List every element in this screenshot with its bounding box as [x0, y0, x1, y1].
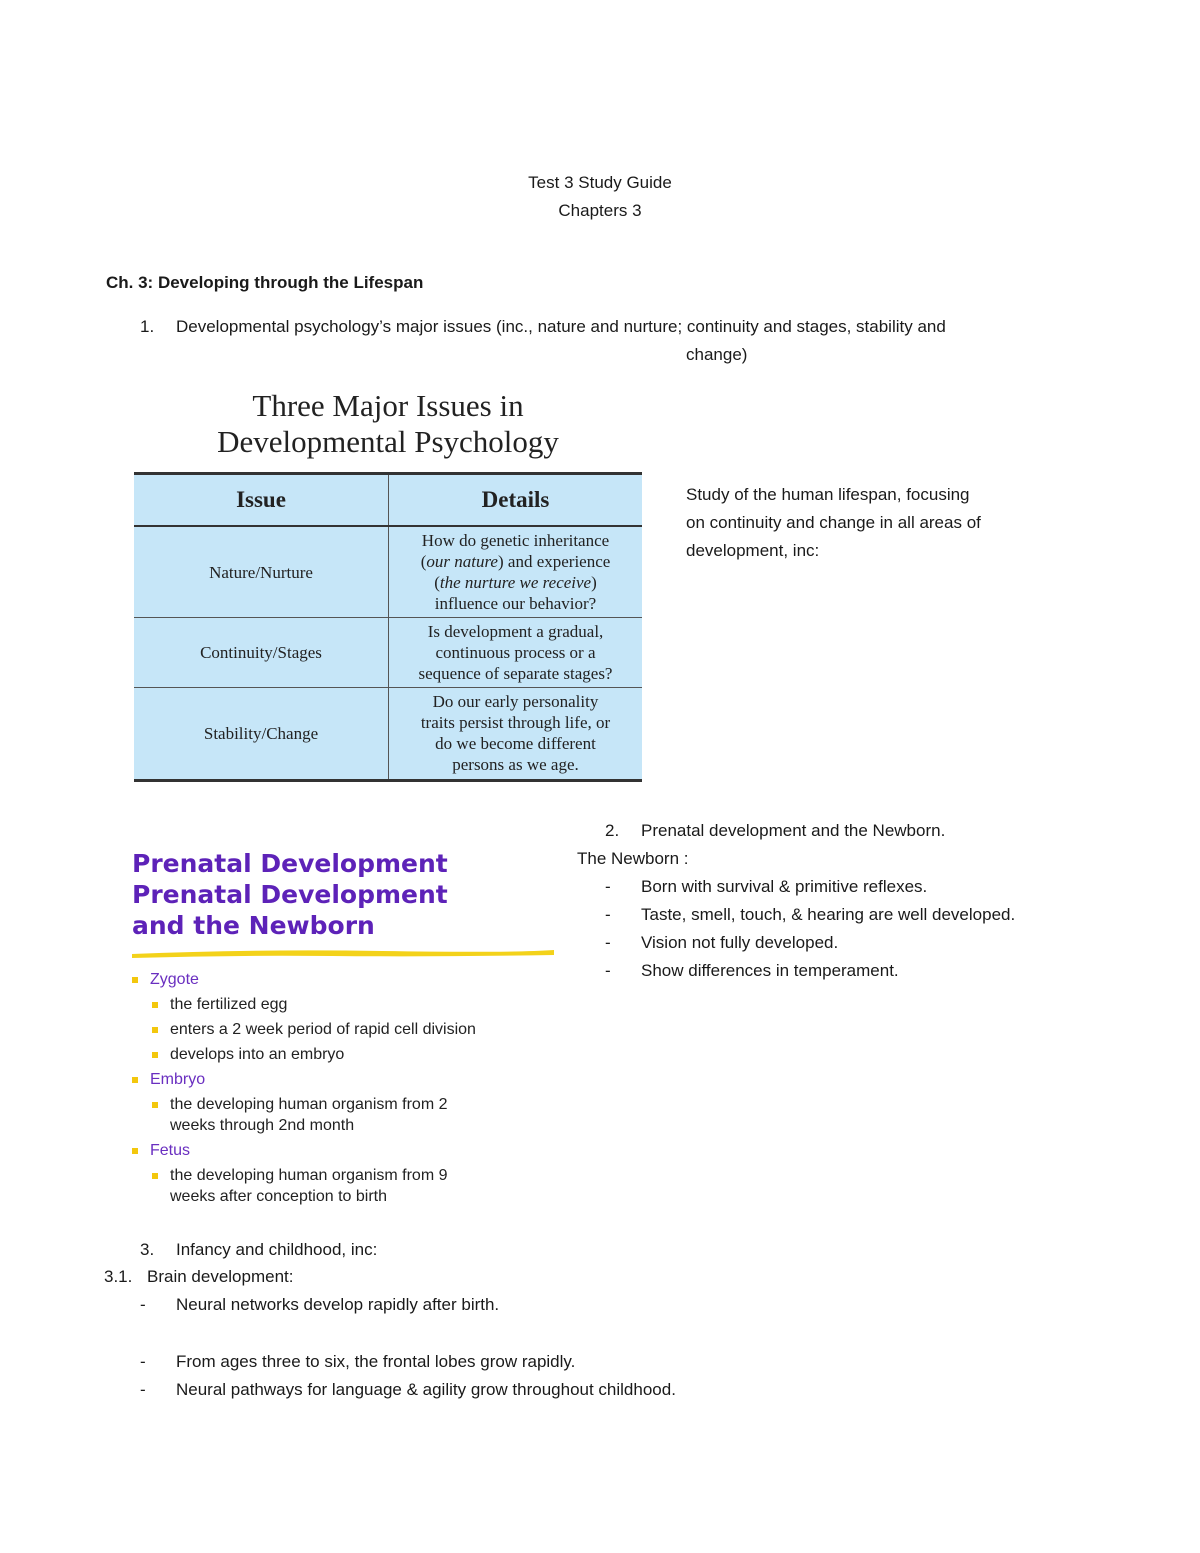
slide-title-line3: and the Newborn	[132, 911, 375, 940]
issue-cell: Stability/Change	[134, 688, 389, 779]
slide-title-line2: Prenatal Development	[132, 880, 448, 909]
slide-bullet-line: the developing human organism from 2	[170, 1096, 448, 1113]
newborn-bullet: - Show differences in temperament.	[605, 961, 899, 980]
details-cell	[389, 618, 643, 688]
issues-table-header-row	[134, 475, 642, 526]
item2-number: 2.	[605, 821, 620, 840]
item1-text-line2: change)	[686, 345, 748, 364]
issues-figure-title-line2: Developmental Psychology	[217, 424, 559, 459]
document-subtitle: Chapters 3	[558, 201, 642, 220]
lifespan-note-line2: on continuity and change in all areas of	[686, 513, 981, 532]
newborn-bullet: - Born with survival & primitive reflexes.	[605, 877, 928, 896]
lifespan-note-line1: Study of the human lifespan, focusing	[686, 485, 970, 504]
issues-col-header-details: Details	[389, 475, 643, 526]
item1-text-line1: Developmental psychology’s major issues (inc., nature and nurture; continuity and stages, stability and	[176, 317, 946, 336]
item3-sub-text: Brain development:	[147, 1267, 294, 1286]
slide-bullet-line: the developing human organism from 9	[170, 1167, 448, 1184]
issue-cell: Nature/Nurture	[209, 562, 313, 582]
slide-bullet: enters a 2 week period of rapid cell division	[152, 1019, 562, 1040]
newborn-bullet: - Vision not fully developed.	[605, 933, 839, 952]
item1-number: 1.	[140, 317, 155, 336]
prenatal-slide	[132, 848, 562, 1207]
issues-table	[134, 475, 642, 779]
slide-bullet	[152, 1094, 562, 1136]
slide-term-fetus: Fetus	[132, 1140, 562, 1161]
details-line: Is development a gradual,	[427, 622, 604, 641]
issues-row-continuity	[134, 618, 642, 688]
details-line: persons as we age.	[452, 755, 579, 775]
brain-bullet: - From ages three to six, the frontal lobes grow rapidly.	[140, 1352, 576, 1371]
details-cell	[389, 688, 643, 779]
slide-bullet-line: weeks through 2nd month	[170, 1117, 355, 1134]
details-line: do we become different	[435, 734, 596, 754]
details-line: influence our behavior?	[434, 594, 597, 613]
details-line: (the nurture we receive)	[434, 573, 597, 592]
chapter-heading: Ch. 3: Developing through the Lifespan	[106, 273, 424, 292]
slide-bullet-line: weeks after conception to birth	[170, 1188, 388, 1205]
highlighter-stroke-icon	[132, 945, 557, 959]
issue-cell: Continuity/Stages	[134, 618, 389, 688]
slide-bullet: the fertilized egg	[152, 994, 562, 1015]
issues-row-stability	[134, 688, 642, 779]
issues-row-nature	[134, 526, 642, 618]
document-title: Test 3 Study Guide	[528, 173, 672, 192]
newborn-label: The Newborn :	[577, 849, 689, 868]
newborn-bullet: - Taste, smell, touch, & hearing are well developed.	[605, 905, 1016, 924]
issues-col-header-issue: Issue	[134, 475, 389, 526]
item3-sub-number: 3.1.	[104, 1267, 133, 1286]
slide-title-line1: Prenatal Development	[132, 849, 448, 878]
issues-figure	[134, 388, 642, 782]
slide-term-embryo: Embryo	[132, 1069, 562, 1090]
details-line: traits persist through life, or	[420, 713, 611, 733]
lifespan-note-line3: development, inc:	[686, 541, 820, 560]
brain-bullet: - Neural pathways for language & agility grow throughout childhood.	[140, 1380, 676, 1399]
brain-bullet: - Neural networks develop rapidly after birth.	[140, 1295, 500, 1314]
slide-bullet: develops into an embryo	[152, 1044, 562, 1065]
item2-text: Prenatal development and the Newborn.	[641, 821, 946, 840]
details-cell	[389, 526, 643, 618]
details-line: How do genetic inheritance	[421, 531, 610, 550]
slide-bullet	[152, 1165, 562, 1207]
slide-term-zygote: Zygote	[132, 969, 562, 990]
details-line: sequence of separate stages?	[418, 664, 613, 683]
issues-table-wrap	[134, 472, 642, 782]
item3-number: 3.	[140, 1240, 155, 1259]
details-line: (our nature) and experience	[420, 552, 611, 571]
slide-bullet-list	[132, 969, 562, 1207]
item3-text: Infancy and childhood, inc:	[176, 1240, 378, 1259]
issues-figure-title-line1: Three Major Issues in	[252, 388, 524, 423]
details-line: Do our early personality	[432, 692, 599, 712]
details-line: continuous process or a	[435, 643, 596, 662]
